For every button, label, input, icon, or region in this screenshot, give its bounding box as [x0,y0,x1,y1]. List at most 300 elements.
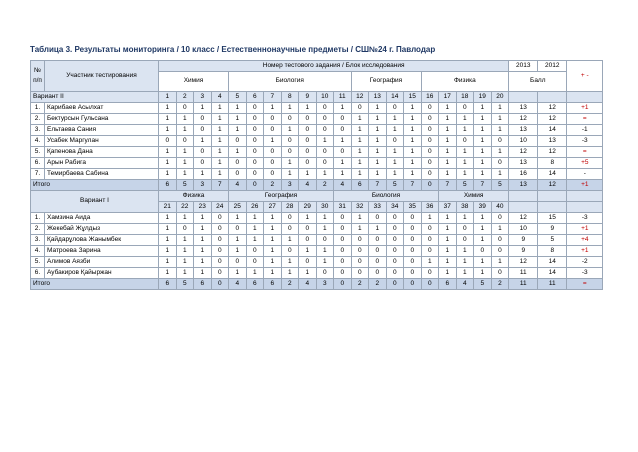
answer-cell: 0 [421,235,439,246]
answer-cell: 1 [299,246,317,257]
answer-cell: 1 [211,147,229,158]
task-number: 40 [491,202,509,213]
answer-cell: 1 [176,268,194,279]
row-number: 5. [31,257,45,268]
total-cell: 2 [351,279,369,290]
answer-cell: 1 [421,213,439,224]
answer-cell: 0 [351,246,369,257]
participant-name: Темирбаева Сабина [45,169,159,180]
total-cell: 5 [491,180,509,191]
answer-cell: 1 [211,158,229,169]
answer-cell: 0 [334,213,352,224]
total-cell: 3 [194,180,212,191]
task-number: 28 [281,202,299,213]
total-cell: 0 [404,279,422,290]
answer-cell: 0 [386,235,404,246]
total-2013: 13 [509,180,538,191]
answer-cell: 0 [386,224,404,235]
score-diff: = [567,147,603,158]
task-number: 22 [176,202,194,213]
row-number: 2. [31,224,45,235]
task-number: 10 [316,92,334,103]
subject-header-biology: Биология [229,72,352,92]
answer-cell: 1 [176,147,194,158]
answer-cell: 1 [456,158,474,169]
answer-cell: 1 [439,169,457,180]
answer-cell: 0 [281,114,299,125]
answer-cell: 0 [404,213,422,224]
task-number: 24 [211,202,229,213]
answer-cell: 0 [246,257,264,268]
answer-cell: 1 [369,224,387,235]
variant2-number-row [31,92,603,103]
score-diff: -2 [567,257,603,268]
table-row [31,224,603,235]
answer-cell: 0 [211,235,229,246]
total-cell: 6 [159,279,177,290]
task-number: 23 [194,202,212,213]
score-diff: +1 [567,103,603,114]
answer-cell: 1 [369,125,387,136]
answer-cell: 1 [386,158,404,169]
answer-cell: 1 [246,235,264,246]
answer-cell: 0 [369,257,387,268]
answer-cell: 1 [439,224,457,235]
answer-cell: 0 [334,125,352,136]
total-diff: = [567,279,603,290]
total-diff: +1 [567,180,603,191]
total-cell: 5 [176,279,194,290]
answer-cell: 1 [386,169,404,180]
answer-cell: 1 [194,235,212,246]
score-2013: 9 [509,246,538,257]
answer-cell: 1 [246,224,264,235]
answer-cell: 1 [334,136,352,147]
variant1-header-row [31,191,603,202]
answer-cell: 0 [176,103,194,114]
answer-cell: 0 [404,246,422,257]
answer-cell: 0 [369,235,387,246]
answer-cell: 1 [474,158,492,169]
answer-cell: 1 [264,235,282,246]
answer-cell: 0 [491,246,509,257]
empty-cell [538,191,567,202]
answer-cell: 0 [491,136,509,147]
answer-cell: 0 [421,147,439,158]
answer-cell: 0 [421,224,439,235]
answer-cell: 0 [281,246,299,257]
task-number: 18 [456,92,474,103]
answer-cell: 0 [491,213,509,224]
answer-cell: 0 [299,136,317,147]
answer-cell: 0 [246,169,264,180]
row-number: 2. [31,114,45,125]
score-2013: 16 [509,169,538,180]
answer-cell: 0 [229,224,247,235]
answer-cell: 0 [211,257,229,268]
task-number: 37 [439,202,457,213]
answer-cell: 1 [404,147,422,158]
empty-cell [509,191,538,202]
row-number: 5. [31,147,45,158]
answer-cell: 1 [159,224,177,235]
answer-cell: 0 [299,125,317,136]
answer-cell: 0 [194,147,212,158]
total-cell: 5 [176,180,194,191]
answer-cell: 0 [386,268,404,279]
answer-cell: 1 [246,213,264,224]
score-2013: 10 [509,136,538,147]
answer-cell: 0 [404,257,422,268]
answer-cell: 1 [211,125,229,136]
answer-cell: 1 [351,169,369,180]
answer-cell: 1 [159,246,177,257]
answer-cell: 1 [474,114,492,125]
row-number: 6. [31,158,45,169]
row-number: 4. [31,246,45,257]
table-row [31,246,603,257]
task-number: 39 [474,202,492,213]
answer-cell: 0 [194,114,212,125]
subject-header-physics: Физика [421,72,509,92]
score-diff: +1 [567,224,603,235]
answer-cell: 1 [369,114,387,125]
answer-cell: 0 [351,235,369,246]
total-cell: 6 [246,279,264,290]
empty-cell [509,202,538,213]
answer-cell: 1 [404,125,422,136]
total-cell: 0 [211,279,229,290]
answer-cell: 0 [299,158,317,169]
answer-cell: 0 [421,114,439,125]
answer-cell: 1 [316,213,334,224]
answer-cell: 1 [491,169,509,180]
answer-cell: 1 [456,268,474,279]
total-2012: 11 [538,279,567,290]
answer-cell: 1 [229,246,247,257]
year-2012-header: 2012 [538,61,567,72]
participant-name: Бектурсын Гульсана [45,114,159,125]
task-number: 11 [334,92,352,103]
answer-cell: 1 [316,246,334,257]
empty-cell [538,202,567,213]
participant-name: Жекебай Жұлдыз [45,224,159,235]
task-number: 7 [264,92,282,103]
total-cell: 4 [456,279,474,290]
answer-cell: 0 [334,114,352,125]
answer-cell: 1 [299,103,317,114]
answer-cell: 1 [351,224,369,235]
answer-cell: 1 [439,125,457,136]
total-cell: 0 [246,180,264,191]
answer-cell: 1 [456,169,474,180]
answer-cell: 0 [421,268,439,279]
answer-cell: 0 [491,158,509,169]
answer-cell: 1 [369,147,387,158]
total-cell: 5 [456,180,474,191]
row-number: 1. [31,213,45,224]
empty-cell [509,92,538,103]
answer-cell: 0 [246,114,264,125]
answer-cell: 1 [439,268,457,279]
answer-cell: 0 [176,224,194,235]
answer-cell: 1 [316,169,334,180]
score-2012: 14 [538,169,567,180]
answer-cell: 1 [281,103,299,114]
table-row [31,114,603,125]
answer-cell: 1 [211,136,229,147]
answer-cell: 1 [194,257,212,268]
year-2013-header: 2013 [509,61,538,72]
answer-cell: 1 [456,246,474,257]
answer-cell: 1 [176,235,194,246]
answer-cell: 1 [351,213,369,224]
score-2012: 12 [538,103,567,114]
score-2012: 8 [538,246,567,257]
answer-cell: 1 [474,213,492,224]
subject-header-chemistry: Химия [159,72,229,92]
answer-cell: 0 [246,147,264,158]
answer-cell: 0 [316,125,334,136]
task-number: 3 [194,92,212,103]
total-cell: 0 [421,180,439,191]
answer-cell: 0 [474,246,492,257]
subject-geography: География [229,191,334,202]
answer-cell: 1 [474,103,492,114]
answer-cell: 1 [229,125,247,136]
answer-cell: 0 [386,257,404,268]
answer-cell: 0 [334,147,352,158]
answer-cell: 1 [316,257,334,268]
answer-cell: 1 [351,114,369,125]
table-row [31,158,603,169]
answer-cell: 1 [351,136,369,147]
answer-cell: 1 [264,136,282,147]
answer-cell: 1 [194,246,212,257]
answer-cell: 0 [159,136,177,147]
answer-cell: 0 [211,268,229,279]
score-2012: 5 [538,235,567,246]
answer-cell: 1 [176,169,194,180]
answer-cell: 1 [491,224,509,235]
table-row [31,103,603,114]
answer-cell: 1 [386,147,404,158]
task-number: 25 [229,202,247,213]
answer-cell: 0 [299,224,317,235]
answer-cell: 1 [474,125,492,136]
answer-cell: 0 [491,235,509,246]
score-2013: 12 [509,147,538,158]
answer-cell: 1 [176,125,194,136]
answer-cell: 1 [491,114,509,125]
answer-cell: 1 [176,213,194,224]
answer-cell: 0 [386,103,404,114]
participant-name: Хамзина Аида [45,213,159,224]
answer-cell: 0 [316,268,334,279]
answer-cell: 1 [176,114,194,125]
answer-cell: 1 [316,136,334,147]
answer-cell: 0 [334,235,352,246]
row-number: 1. [31,103,45,114]
answer-cell: 1 [281,235,299,246]
participant-name: Усабек Маргулан [45,136,159,147]
table-row [31,268,603,279]
answer-cell: 1 [159,213,177,224]
answer-cell: 0 [281,136,299,147]
answer-cell: 0 [194,125,212,136]
answer-cell: 1 [439,246,457,257]
answer-cell: 1 [159,125,177,136]
total-cell: 6 [194,279,212,290]
answer-cell: 1 [369,103,387,114]
total-cell: 0 [334,279,352,290]
total-cell: 6 [351,180,369,191]
answer-cell: 1 [456,147,474,158]
score-2012: 15 [538,213,567,224]
answer-cell: 1 [159,147,177,158]
answer-cell: 0 [316,103,334,114]
participant-name: Матроева Зарина [45,246,159,257]
answer-cell: 0 [246,136,264,147]
answer-cell: 1 [439,147,457,158]
empty-cell [567,191,603,202]
task-number: 19 [474,92,492,103]
answer-cell: 0 [369,268,387,279]
answer-cell: 0 [229,136,247,147]
total-cell: 5 [474,279,492,290]
row-number: 3. [31,235,45,246]
score-2013: 12 [509,213,538,224]
score-diff: +1 [567,246,603,257]
answer-cell: 1 [491,125,509,136]
task-number: 21 [159,202,177,213]
answer-cell: 1 [246,268,264,279]
task-number: 34 [386,202,404,213]
answer-cell: 0 [299,235,317,246]
task-number: 8 [281,92,299,103]
answer-cell: 1 [194,169,212,180]
answer-cell: 0 [316,235,334,246]
total-cell: 7 [474,180,492,191]
score-2012: 12 [538,147,567,158]
participant-name: Қапенова Дана [45,147,159,158]
answer-cell: 1 [334,169,352,180]
participant-name: Қайдарұлова Жанымбек [45,235,159,246]
answer-cell: 1 [474,257,492,268]
score-2012: 14 [538,268,567,279]
answer-cell: 0 [369,213,387,224]
table-row [31,125,603,136]
answer-cell: 0 [334,268,352,279]
answer-cell: 1 [491,147,509,158]
answer-cell: 1 [194,268,212,279]
answer-cell: 1 [229,213,247,224]
row-number: 6. [31,268,45,279]
answer-cell: 0 [229,257,247,268]
score-2012: 13 [538,136,567,147]
answer-cell: 0 [421,158,439,169]
answer-cell: 0 [264,169,282,180]
answer-cell: 0 [246,158,264,169]
answer-cell: 1 [211,114,229,125]
answer-cell: 1 [351,158,369,169]
answer-cell: 1 [229,103,247,114]
answer-cell: 0 [351,103,369,114]
answer-cell: 0 [351,257,369,268]
answer-cell: 1 [281,257,299,268]
answer-cell: 1 [159,268,177,279]
answer-cell: 0 [421,103,439,114]
participant-name: Арын Рабига [45,158,159,169]
answer-cell: 1 [439,158,457,169]
task-number: 17 [439,92,457,103]
answer-cell: 1 [439,213,457,224]
answer-cell: 0 [264,125,282,136]
answer-cell: 1 [229,114,247,125]
total-cell: 2 [316,180,334,191]
answer-cell: 0 [264,114,282,125]
total-cell: 4 [229,279,247,290]
task-number: 9 [299,92,317,103]
total-cell: 0 [386,279,404,290]
score-2012: 9 [538,224,567,235]
answer-cell: 0 [351,268,369,279]
subject-chemistry: Химия [439,191,509,202]
participant-name: Алимов Аязби [45,257,159,268]
answer-cell: 0 [456,235,474,246]
answer-cell: 1 [404,136,422,147]
task-number: 33 [369,202,387,213]
empty-cell [567,202,603,213]
answer-cell: 0 [299,257,317,268]
answer-cell: 1 [281,158,299,169]
answer-cell: 1 [474,224,492,235]
answer-cell: 0 [229,158,247,169]
answer-cell: 0 [316,158,334,169]
table-row [31,169,603,180]
answer-cell: 1 [456,125,474,136]
answer-cell: 0 [229,169,247,180]
score-2012: 14 [538,257,567,268]
answer-cell: 1 [159,158,177,169]
variant-label: Вариант II [31,92,159,103]
answer-cell: 0 [264,147,282,158]
answer-cell: 1 [491,103,509,114]
answer-cell: 1 [159,257,177,268]
total-cell: 7 [211,180,229,191]
answer-cell: 1 [404,158,422,169]
answer-cell: 1 [159,235,177,246]
answer-cell: 1 [404,103,422,114]
answer-cell: 1 [439,136,457,147]
score-2013: 11 [509,268,538,279]
score-diff: +5 [567,158,603,169]
variant2-total-row [31,180,603,191]
task-number: 12 [351,92,369,103]
answer-cell: 0 [211,213,229,224]
answer-cell: 1 [281,169,299,180]
answer-cell: 0 [316,114,334,125]
answer-cell: 0 [334,257,352,268]
answer-cell: 0 [211,224,229,235]
score-diff: +4 [567,235,603,246]
total-cell: 2 [369,279,387,290]
answer-cell: 1 [264,224,282,235]
answer-cell: 1 [439,103,457,114]
answer-cell: 0 [334,246,352,257]
answer-cell: 1 [194,136,212,147]
answer-cell: 1 [229,268,247,279]
